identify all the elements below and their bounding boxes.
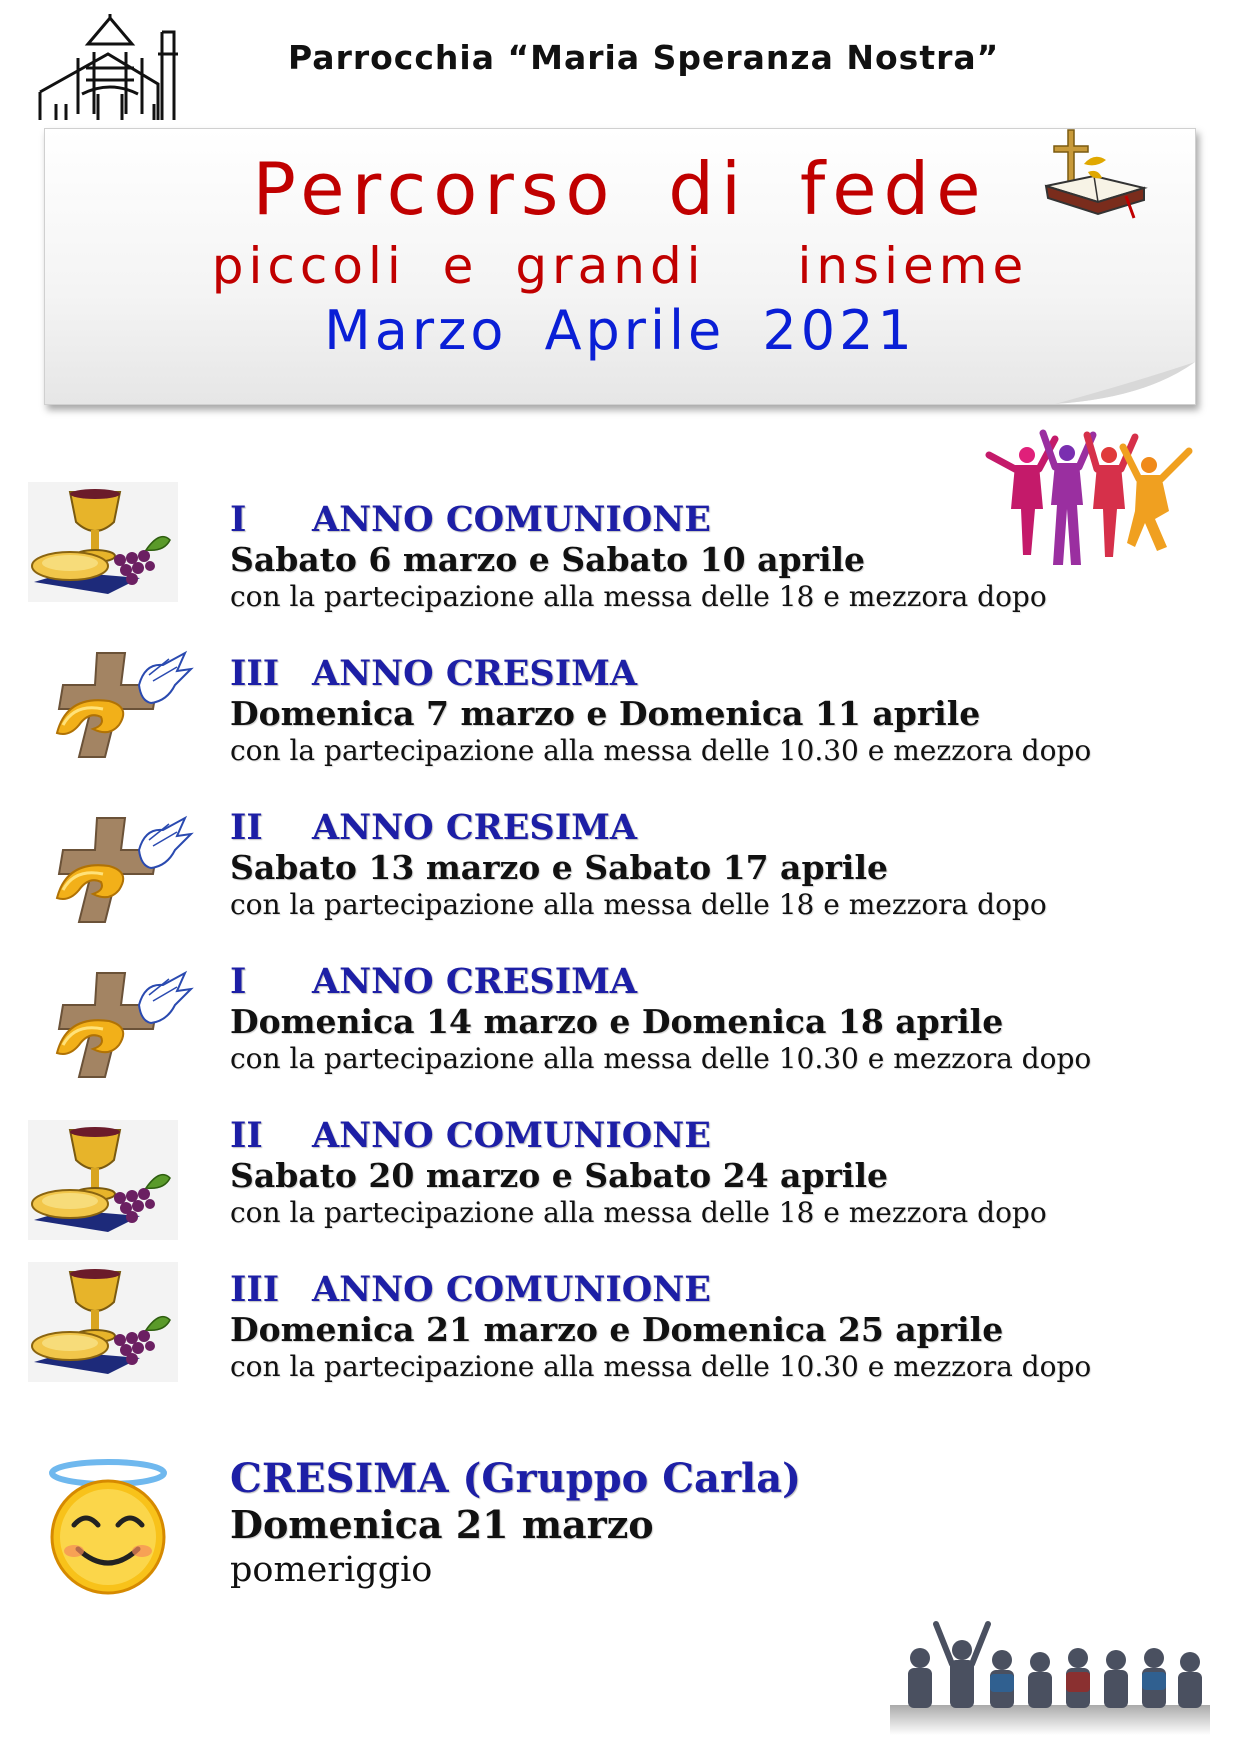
schedule-item: [230, 500, 1130, 615]
schedule-item: [230, 962, 1130, 1077]
special-date: Domenica 21 marzo: [230, 1502, 654, 1547]
angel-smiley-icon: [38, 1455, 178, 1595]
schedule-item: [230, 1270, 1130, 1385]
banner-period: Marzo Aprile 2021: [324, 299, 916, 362]
schedule-item: [230, 808, 1130, 923]
year-number: I: [230, 961, 247, 1002]
schedule-dates: Domenica 7 marzo e Domenica 11 aprile: [230, 694, 981, 733]
holy-spirit-icon: [45, 965, 195, 1085]
schedule-note: con la partecipazione alla messa delle 18 e mezzora dopo: [230, 580, 1047, 613]
special-note: pomeriggio: [230, 1550, 433, 1590]
banner-subtitle: piccoli e grandi insieme: [211, 237, 1029, 295]
schedule-note: con la partecipazione alla messa delle 18 e mezzora dopo: [230, 1196, 1047, 1229]
course-label: ANNO COMUNIONE: [312, 1269, 711, 1310]
holy-spirit-icon: [45, 810, 195, 930]
schedule-note: con la partecipazione alla messa delle 10.30 e mezzora dopo: [230, 734, 1092, 767]
course-label: ANNO CRESIMA: [312, 807, 637, 848]
schedule-item: [230, 1116, 1130, 1231]
year-number: III: [230, 653, 280, 694]
chalice-icon: [28, 482, 178, 602]
chalice-icon: [28, 1262, 178, 1382]
special-title: CRESIMA (Gruppo Carla): [230, 1455, 802, 1502]
schedule-title: [230, 1270, 1130, 1310]
schedule-dates: Sabato 20 marzo e Sabato 24 aprile: [230, 1156, 888, 1195]
schedule-dates: Domenica 14 marzo e Domenica 18 aprile: [230, 1002, 1004, 1041]
schedule-title: [230, 1116, 1130, 1156]
year-number: I: [230, 499, 247, 540]
parish-name: Parrocchia “Maria Speranza Nostra”: [288, 38, 1000, 77]
course-label: ANNO COMUNIONE: [312, 1115, 711, 1156]
title-banner: [44, 128, 1196, 405]
special-event: [230, 1456, 1130, 1592]
course-label: ANNO COMUNIONE: [312, 499, 711, 540]
schedule-dates: Sabato 6 marzo e Sabato 10 aprile: [230, 540, 866, 579]
schedule-note: con la partecipazione alla messa delle 10.30 e mezzora dopo: [230, 1350, 1092, 1383]
year-number: II: [230, 807, 263, 848]
schedule-item: [230, 654, 1130, 769]
course-label: ANNO CRESIMA: [312, 961, 637, 1002]
schedule-title: [230, 654, 1130, 694]
schedule-dates: Domenica 21 marzo e Domenica 25 aprile: [230, 1310, 1004, 1349]
schedule-dates: Sabato 13 marzo e Sabato 17 aprile: [230, 848, 888, 887]
schedule-title: [230, 962, 1130, 1002]
year-number: III: [230, 1269, 280, 1310]
holy-spirit-icon: [45, 645, 195, 765]
banner-title: Percorso di fede: [252, 147, 988, 231]
schedule-title: [230, 808, 1130, 848]
chalice-icon: [28, 1120, 178, 1240]
schedule-note: con la partecipazione alla messa delle 10.30 e mezzora dopo: [230, 1042, 1092, 1075]
course-label: ANNO CRESIMA: [312, 653, 637, 694]
schedule-note: con la partecipazione alla messa delle 18 e mezzora dopo: [230, 888, 1047, 921]
schedule-title: [230, 500, 1130, 540]
year-number: II: [230, 1115, 263, 1156]
bible-cross-icon: [1040, 128, 1150, 220]
page-curl: [1055, 362, 1195, 404]
group-people-icon: [890, 1610, 1210, 1735]
church-icon: [38, 14, 182, 122]
